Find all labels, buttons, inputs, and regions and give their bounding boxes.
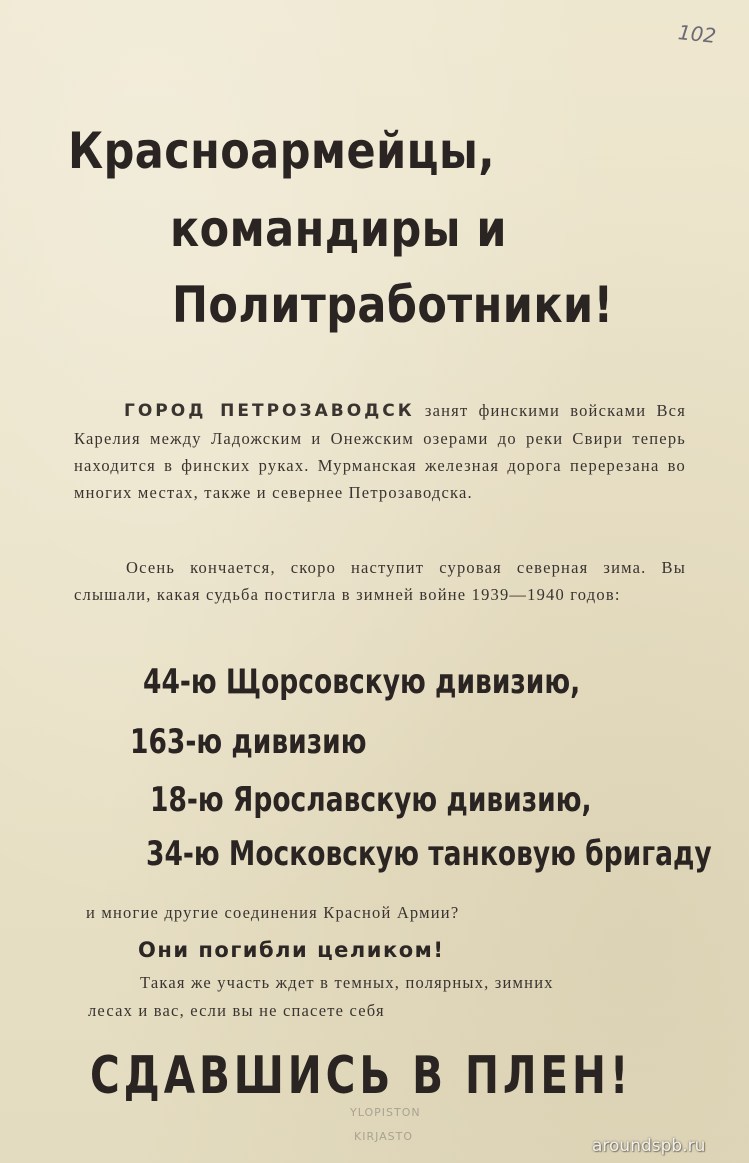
division-item: 44-ю Щорсовскую дивизию, <box>143 662 581 702</box>
headline-line-1: Красноармейцы, <box>68 122 496 180</box>
handwritten-archive-number: 102 <box>676 20 718 48</box>
paragraph-lead-city: ГОРОД ПЕТРОЗАВОДСК <box>124 401 415 421</box>
library-stamp-line-2: KIRJASTO <box>354 1130 414 1143</box>
paragraph-body: занят финскими войсками Вся Карелия между Ладожским и Онежским озерами до реки Свири теперь находится в финских руках. Мурманская железная дорога перерезана во многих местах, также и севернее Петрозаводска. <box>74 401 686 502</box>
headline-line-3: Политработники! <box>172 276 614 334</box>
other-units-line: и многие другие соединения Красной Армии? <box>86 903 460 922</box>
library-stamp-line-1: YLOPISTON <box>350 1106 421 1119</box>
division-item: 18-ю Ярославскую дивизию, <box>150 780 592 820</box>
surrender-call: СДАВШИСЬ В ПЛЕН! <box>90 1046 633 1106</box>
paragraph-winter-war: Осень кончается, скоро наступит суровая северная зима. Вы слышали, какая судьба постигла в зимней войне 1939—1940 годов: <box>74 558 686 604</box>
perished-statement: Они погибли целиком! <box>138 938 445 962</box>
headline-line-2: командиры и <box>170 200 507 258</box>
division-item: 34-ю Московскую танковую бригаду <box>146 834 712 874</box>
fate-line-1: Такая же участь ждет в темных, полярных, зимних <box>140 973 554 992</box>
division-item: 163-ю дивизию <box>130 722 367 762</box>
paragraph-petrozavodsk <box>74 397 686 506</box>
fate-line-2: лесах и вас, если вы не спасете себя <box>88 1001 385 1020</box>
site-watermark: aroundspb.ru <box>592 1136 706 1156</box>
